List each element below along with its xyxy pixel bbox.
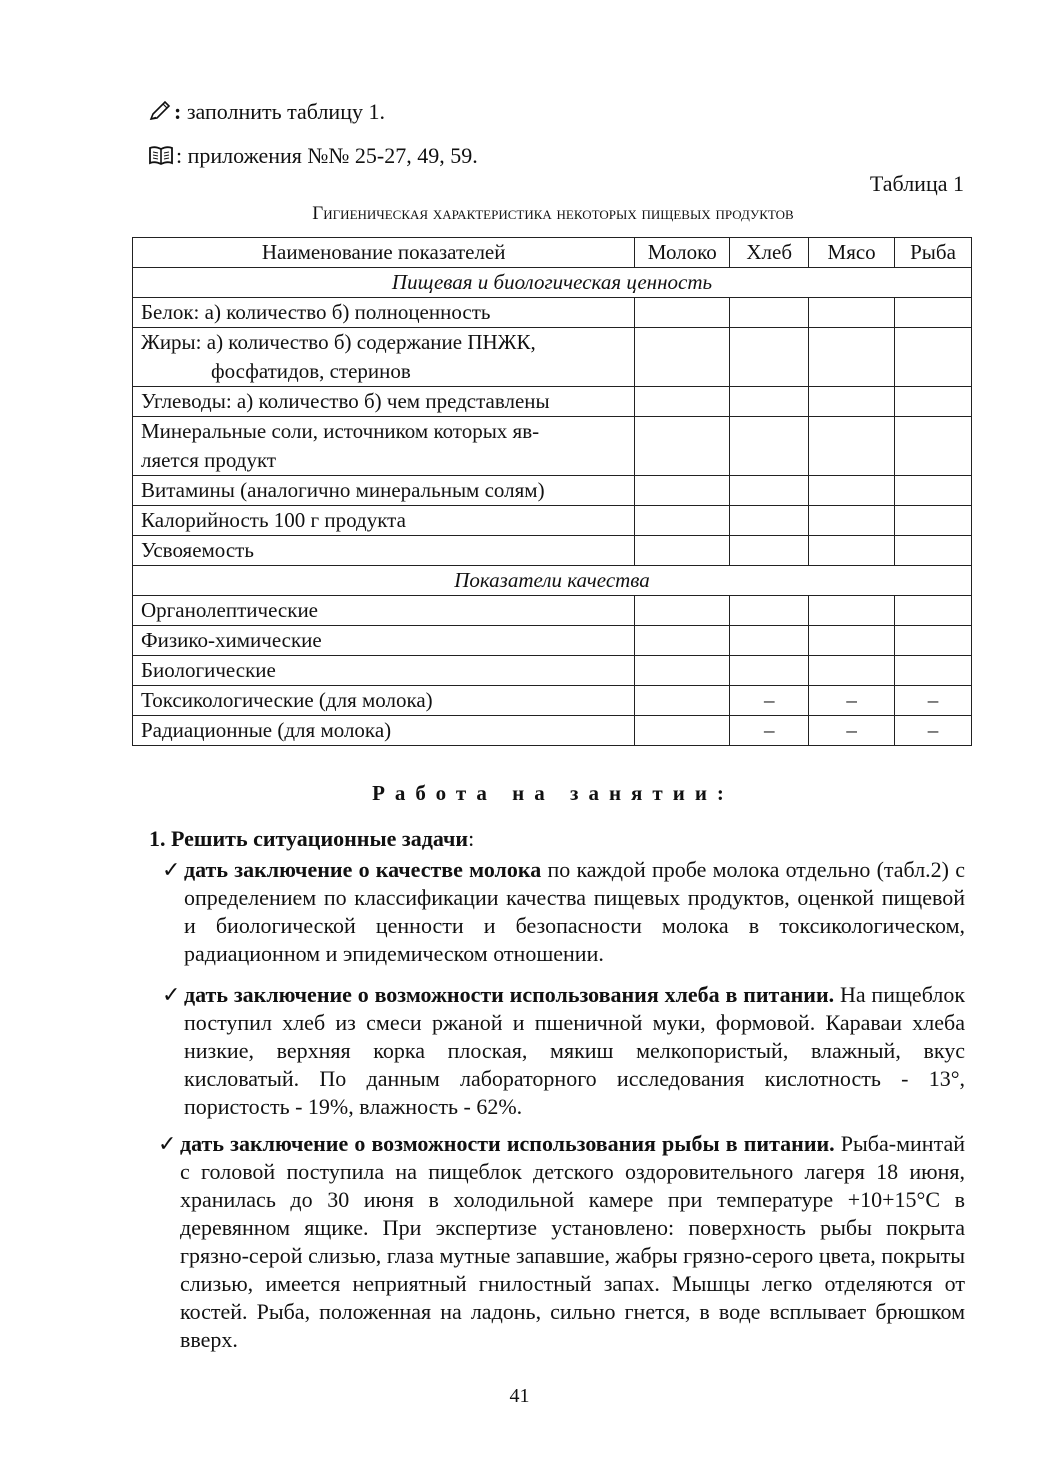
table-number: Таблица 1 [869, 171, 964, 196]
table-cell [730, 298, 809, 328]
page-number: 41 [509, 1385, 530, 1407]
table-cell [895, 506, 972, 536]
table-title: Гигиеническая характеристика некоторых пищевых продуктов [312, 203, 794, 224]
row-label: Биологические [133, 656, 635, 686]
hygiene-table [132, 237, 972, 746]
task-item-fish [158, 1130, 965, 1354]
table-row [133, 506, 972, 536]
row-label-line: Минеральные соли, источником которых яв- [141, 419, 540, 443]
table-cell [895, 536, 972, 566]
table-cell [809, 387, 895, 417]
table-cell [809, 476, 895, 506]
table-cell [635, 506, 730, 536]
table-row [133, 536, 972, 566]
table-row [133, 686, 972, 716]
table-row [133, 387, 972, 417]
table-row [133, 656, 972, 686]
table-cell [730, 536, 809, 566]
row-label: Витамины (аналогично минеральным солям) [133, 476, 635, 506]
row-label: Физико-химические [133, 626, 635, 656]
table-row [133, 716, 972, 746]
table-cell [730, 417, 809, 476]
checkmark-icon: ✓ [162, 982, 181, 1007]
table-cell [730, 387, 809, 417]
checkmark-icon: ✓ [158, 1131, 177, 1156]
table-cell [635, 626, 730, 656]
task-heading-colon: : [468, 826, 475, 851]
row-label: Токсикологические (для молока) [133, 686, 635, 716]
table-cell [635, 596, 730, 626]
task-item-body: по каждой пробе молока отдельно (табл.2) с определением по классификации качества пищевых продуктов, оценкой пищевой и биологической ценности и безопасности молока в токсикологическом, радиационном и эпидемическом отношении. [184, 857, 965, 966]
task-heading [149, 826, 474, 852]
table-cell [895, 596, 972, 626]
header-fish: Рыба [895, 238, 972, 268]
task-item-bold: дать заключение о качестве молока [184, 857, 542, 882]
task-text: заполнить таблицу 1. [181, 99, 385, 124]
table-cell [635, 328, 730, 387]
dash-cell: – [809, 716, 895, 746]
checkmark-icon: ✓ [162, 857, 181, 882]
table-cell [730, 626, 809, 656]
table-cell [809, 417, 895, 476]
row-label: Углеводы: а) количество б) чем представлены [133, 387, 635, 417]
table-row [133, 417, 972, 476]
task-item-bread [162, 981, 966, 1121]
row-label-line: ляется продукт [141, 448, 277, 472]
table-cell [809, 506, 895, 536]
table-cell [895, 298, 972, 328]
table-cell [730, 596, 809, 626]
row-label: Органолептические [133, 596, 635, 626]
table-cell [730, 476, 809, 506]
dash-cell: – [895, 686, 972, 716]
row-label-line: фосфатидов, стеринов [211, 359, 411, 383]
task-item-text [184, 981, 965, 1121]
section-quality: Показатели качества [133, 566, 972, 596]
books-line [148, 143, 478, 172]
task-line [148, 99, 385, 128]
dash-cell: – [895, 716, 972, 746]
table-cell [635, 656, 730, 686]
table-row [133, 298, 972, 328]
table-cell [809, 298, 895, 328]
table-cell [635, 536, 730, 566]
table-cell [895, 387, 972, 417]
table-cell [635, 716, 730, 746]
row-label-line: Жиры: а) количество б) содержание ПНЖК, [141, 330, 536, 354]
table-row [133, 596, 972, 626]
table-cell [730, 328, 809, 387]
row-label: Радиационные (для молока) [133, 716, 635, 746]
row-label: Белок: а) количество б) полноценность [133, 298, 635, 328]
table-cell [895, 626, 972, 656]
table-cell [635, 476, 730, 506]
task-item-body: На пищеблок поступил хлеб из смеси ржаной и пшеничной муки, формовой. Караваи хлеба низкие, верхняя корка плоская, мякиш мелкопористый, влажный, вкус кисловатый. По данным лабораторного исследования кислотность - 13°, пористость - 19%, влажность - 62%. [184, 982, 966, 1119]
task-item-text [184, 856, 965, 968]
work-section-title: Работа на занятии: [372, 781, 734, 805]
table-cell [895, 328, 972, 387]
row-label: Усвояемость [133, 536, 635, 566]
table-row [133, 626, 972, 656]
task-item-text [180, 1130, 965, 1354]
row-label [133, 417, 635, 476]
table-row [133, 328, 972, 387]
table-cell [895, 417, 972, 476]
header-milk: Молоко [635, 238, 730, 268]
section-nutritional-value: Пищевая и биологическая ценность [133, 268, 972, 298]
row-label [133, 328, 635, 387]
row-label: Калорийность 100 г продукта [133, 506, 635, 536]
header-indicators: Наименование показателей [133, 238, 635, 268]
table-cell [730, 506, 809, 536]
pencil-icon [148, 100, 172, 128]
table-cell [635, 387, 730, 417]
table-cell [809, 328, 895, 387]
table-cell [895, 656, 972, 686]
table-cell [809, 626, 895, 656]
table-cell [809, 656, 895, 686]
task-heading-bold: 1. Решить ситуационные задачи [149, 826, 469, 851]
header-bread: Хлеб [730, 238, 809, 268]
task-colon: : [174, 99, 182, 124]
table-cell [895, 476, 972, 506]
dash-cell: – [809, 686, 895, 716]
section-row [133, 268, 972, 298]
table-cell [635, 417, 730, 476]
dash-cell: – [730, 716, 809, 746]
table-cell [809, 536, 895, 566]
table-cell [730, 656, 809, 686]
task-item-body: Рыба-минтай с головой поступила на пищеблок детского оздоровительного лагеря 18 июня, хранилась до 30 июня в холодильной камере при температуре +10+15°С в деревянном ящике. При экспертизе установлено: поверхность рыбы покрыта грязно-серой слизью, глаза мутные запавшие, жабры грязно-серого цвета, покрыты слизью, имеется неприятный гнилостный запах. Мышцы легко отделяются от костей. Рыба, положенная на ладонь, сильно гнется, в воде всплывает брюшком вверх. [180, 1131, 965, 1352]
table-row [133, 476, 972, 506]
task-item-milk [162, 856, 965, 968]
table-cell [635, 686, 730, 716]
table-cell [809, 596, 895, 626]
header-meat: Мясо [809, 238, 895, 268]
task-item-bold: дать заключение о возможности использования рыбы в питании. [180, 1131, 835, 1156]
table-header-row [133, 238, 972, 268]
dash-cell: – [730, 686, 809, 716]
section-row [133, 566, 972, 596]
table-cell [635, 298, 730, 328]
open-book-icon [148, 144, 174, 172]
task-item-bold: дать заключение о возможности использования хлеба в питании. [184, 982, 835, 1007]
books-text: : приложения №№ 25-27, 49, 59. [176, 143, 478, 168]
